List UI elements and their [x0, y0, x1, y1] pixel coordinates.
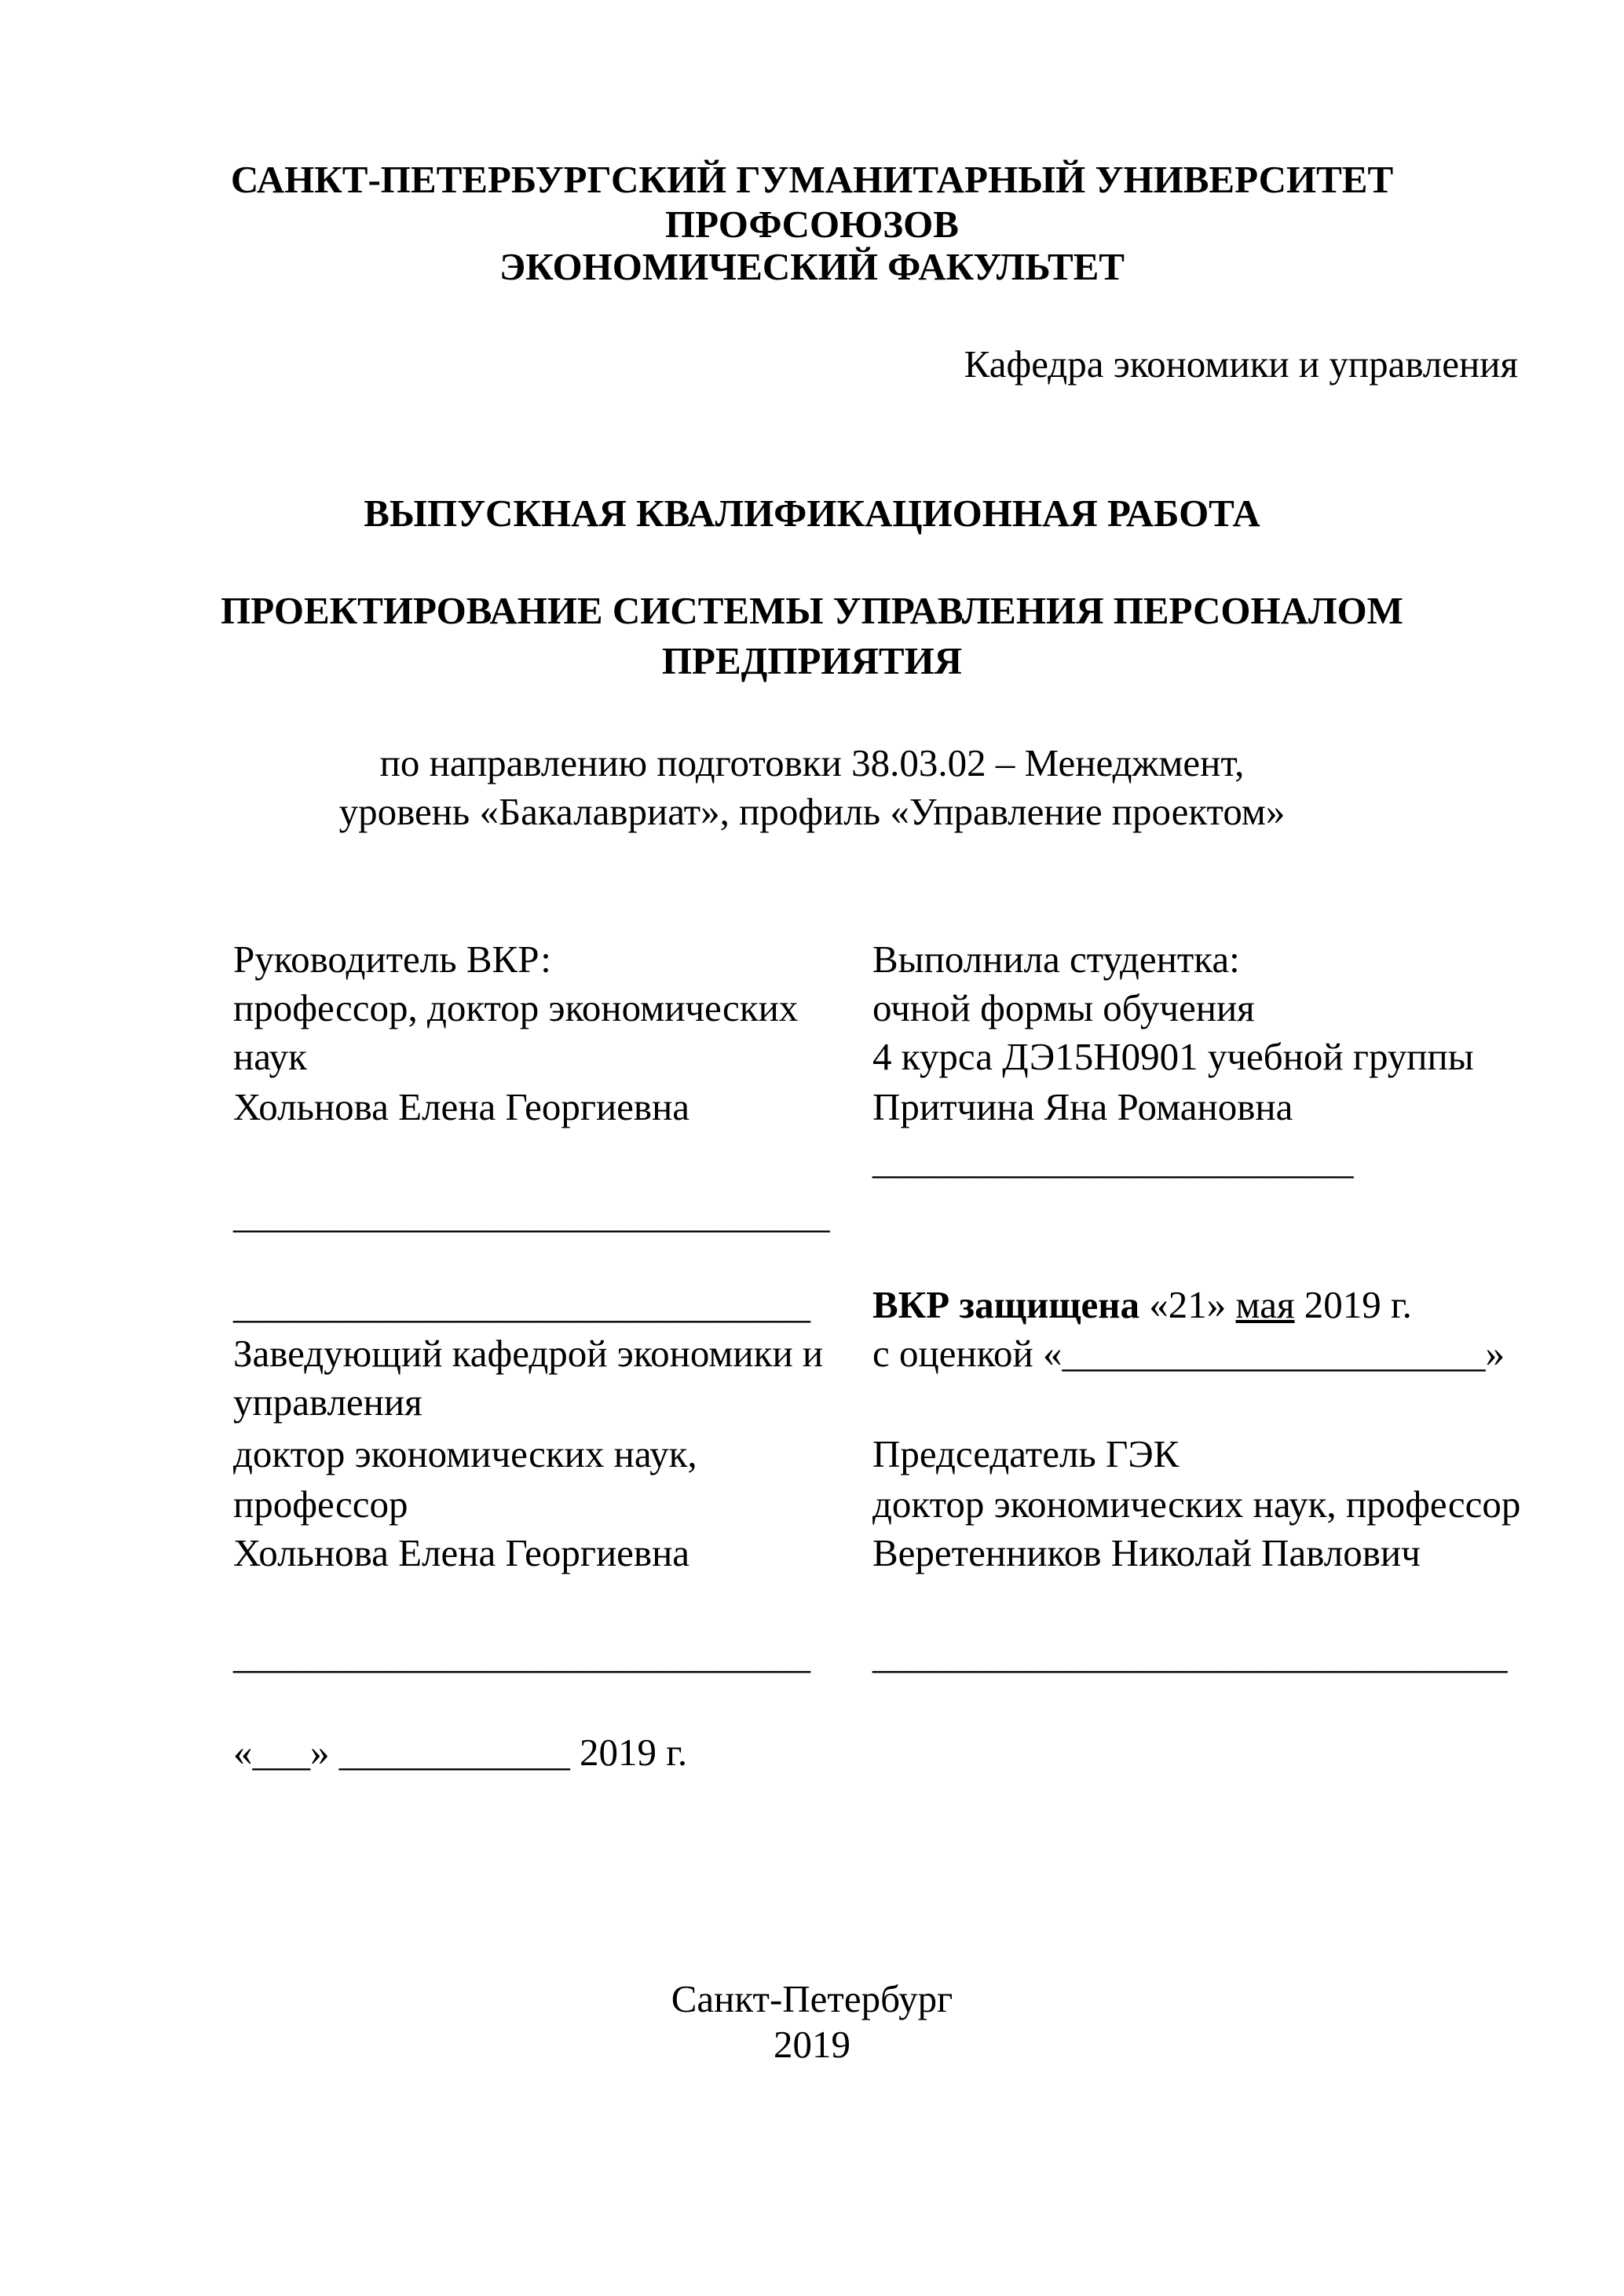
grade-suffix: » [1485, 1332, 1505, 1375]
chair-label: Председатель ГЭК [872, 1432, 1180, 1475]
defense-month: мая [1235, 1283, 1295, 1326]
student-label: Выполнила студентка: [872, 938, 1240, 981]
supervisor-title-cont: наук [233, 1035, 307, 1078]
city: Санкт-Петербург [671, 1977, 953, 2020]
chair-signature-line: _________________________________ [872, 1633, 1508, 1676]
year: 2019 [774, 2023, 850, 2066]
university-name: САНКТ-ПЕТЕРБУРГСКИЙ ГУМАНИТАРНЫЙ УНИВЕРСИТЕТ [230, 158, 1394, 201]
supervisor-name: Хольнова Елена Георгиевна [233, 1085, 690, 1128]
head-label: Заведующий кафедрой экономики и [233, 1332, 824, 1375]
grade-prefix: с оценкой « [872, 1332, 1063, 1375]
defense-year: 2019 г. [1294, 1283, 1412, 1326]
student-signature-line: _________________________ [872, 1139, 1354, 1182]
student-group: 4 курса ДЭ15Н0901 учебной группы [872, 1035, 1474, 1078]
faculty: ЭКОНОМИЧЕСКИЙ ФАКУЛЬТЕТ [499, 245, 1125, 288]
supervisor-label: Руководитель ВКР: [233, 938, 551, 981]
supervisor-signature-line: _______________________________ [233, 1193, 830, 1236]
chair-title: доктор экономических наук, профессор [872, 1483, 1521, 1526]
head-title-cont: профессор [233, 1483, 408, 1526]
grade-line [872, 1329, 1505, 1378]
head-name: Хольнова Елена Георгиевна [233, 1531, 690, 1574]
student-name: Притчина Яна Романовна [872, 1085, 1293, 1128]
university-name-cont: ПРОФСОЮЗОВ [665, 203, 959, 246]
defense-day: «21» [1139, 1283, 1236, 1326]
topic-title: ПРОЕКТИРОВАНИЕ СИСТЕМЫ УПРАВЛЕНИЯ ПЕРСОНАЛОМ [221, 589, 1403, 632]
head-title: доктор экономических наук, [233, 1432, 697, 1475]
defended-label: ВКР защищена [872, 1283, 1140, 1326]
head-signature-line: ______________________________ [233, 1633, 810, 1676]
student-form: очной формы обучения [872, 986, 1255, 1029]
topic-title-cont: ПРЕДПРИЯТИЯ [661, 639, 963, 682]
date-line: «___» ____________ 2019 г. [233, 1731, 688, 1774]
head-label-cont: управления [233, 1380, 422, 1424]
level-profile: уровень «Бакалавриат», профиль «Управление проектом» [338, 790, 1286, 833]
supervisor-title: профессор, доктор экономических [233, 986, 799, 1029]
defense-line [872, 1281, 1412, 1329]
department: Кафедра экономики и управления [964, 342, 1518, 386]
grade-blank: ______________________ [1062, 1332, 1486, 1375]
signature-line: ______________________________ [233, 1283, 810, 1326]
work-type: ВЫПУСКНАЯ КВАЛИФИКАЦИОННАЯ РАБОТА [364, 492, 1260, 535]
direction: по направлению подготовки 38.03.02 – Менеджмент, [379, 741, 1245, 784]
chair-name: Веретенников Николай Павлович [872, 1531, 1421, 1574]
